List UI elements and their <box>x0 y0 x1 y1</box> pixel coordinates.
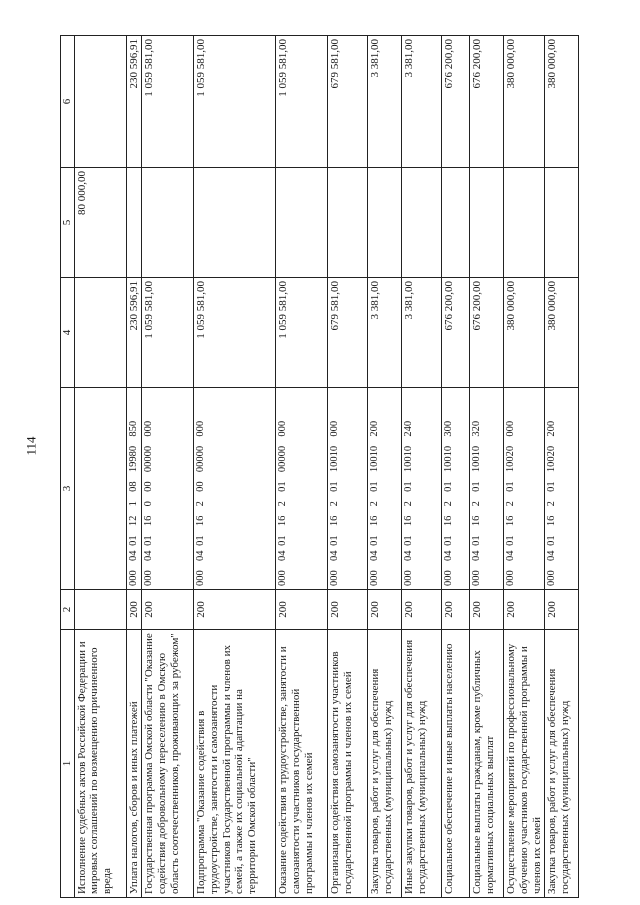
table-row <box>276 36 328 898</box>
row-col4: 3 381,00 <box>368 278 402 388</box>
table-row <box>402 36 442 898</box>
row-col6: 230 596,91 <box>126 36 142 168</box>
row-name: Государственная программа Омской области "Оказание содействия добровольному переселению в Омскую область соотечественников, проживающих за рубежом" <box>142 630 194 898</box>
row-code: 200 <box>442 590 470 630</box>
row-col6 <box>74 36 126 168</box>
row-classification: 000 04 01 16 2 01 10010 300 <box>442 388 470 590</box>
row-col5 <box>142 168 194 278</box>
row-classification <box>74 388 126 590</box>
table-row <box>328 36 368 898</box>
row-col6: 676 200,00 <box>470 36 504 168</box>
row-col6: 380 000,00 <box>545 36 579 168</box>
header-col-3: 3 <box>61 388 75 590</box>
row-code: 200 <box>470 590 504 630</box>
row-code: 200 <box>142 590 194 630</box>
header-col-4: 4 <box>61 278 75 388</box>
row-col4: 3 381,00 <box>402 278 442 388</box>
row-name: Закупка товаров, работ и услуг для обеспечения государственных (муниципальных) нужд <box>368 630 402 898</box>
row-classification: 000 04 01 16 2 01 10010 000 <box>328 388 368 590</box>
row-col5 <box>126 168 142 278</box>
row-name: Оказание содействия в трудоустройстве, занятости и самозанятости участников государственной программы и членов их семей <box>276 630 328 898</box>
row-name: Исполнение судебных актов Российской Федерации и мировых соглашений по возмещению причиненного вреда <box>74 630 126 898</box>
table-row <box>74 36 126 898</box>
page-number: 114 <box>23 436 39 456</box>
budget-table <box>60 35 579 898</box>
row-name: Уплата налогов, сборов и иных платежей <box>126 630 142 898</box>
row-code: 200 <box>126 590 142 630</box>
row-col5 <box>545 168 579 278</box>
row-col4: 380 000,00 <box>504 278 545 388</box>
row-col4: 676 200,00 <box>442 278 470 388</box>
row-col4: 679 581,00 <box>328 278 368 388</box>
row-col5 <box>368 168 402 278</box>
table-row <box>142 36 194 898</box>
row-col5 <box>402 168 442 278</box>
header-col-6: 6 <box>61 36 75 168</box>
row-col4: 230 596,91 <box>126 278 142 388</box>
table-row <box>504 36 545 898</box>
row-col6: 1 059 581,00 <box>276 36 328 168</box>
row-col6: 1 059 581,00 <box>194 36 276 168</box>
row-classification: 000 04 01 16 2 01 10020 200 <box>545 388 579 590</box>
row-classification: 000 04 01 16 0 00 00000 000 <box>142 388 194 590</box>
row-code: 200 <box>545 590 579 630</box>
row-code: 200 <box>402 590 442 630</box>
row-name: Закупка товаров, работ и услуг для обеспечения государственных (муниципальных) нужд <box>545 630 579 898</box>
row-col6: 676 200,00 <box>442 36 470 168</box>
row-code: 200 <box>276 590 328 630</box>
header-col-2: 2 <box>61 590 75 630</box>
row-col5 <box>276 168 328 278</box>
row-col4: 1 059 581,00 <box>142 278 194 388</box>
row-col5 <box>194 168 276 278</box>
row-code: 200 <box>504 590 545 630</box>
row-col5 <box>328 168 368 278</box>
row-classification: 000 04 01 12 1 08 19980 850 <box>126 388 142 590</box>
row-code: 200 <box>194 590 276 630</box>
row-classification: 000 04 01 16 2 00 00000 000 <box>194 388 276 590</box>
row-col6: 3 381,00 <box>402 36 442 168</box>
row-col4: 380 000,00 <box>545 278 579 388</box>
row-col4: 1 059 581,00 <box>276 278 328 388</box>
row-classification: 000 04 01 16 2 01 10010 320 <box>470 388 504 590</box>
row-code: 200 <box>328 590 368 630</box>
rotated-table-container <box>60 36 600 898</box>
row-col6: 3 381,00 <box>368 36 402 168</box>
row-name: Подпрограмма "Оказание содействия в трудоустройстве, занятости и самозанятости участников Государственной программы и членов их семей, а также их социальной адаптации на территории Омской области" <box>194 630 276 898</box>
row-name: Организация содействия самозанятости участников государственной программы и членов их семей <box>328 630 368 898</box>
row-classification: 000 04 01 16 2 01 00000 000 <box>276 388 328 590</box>
row-col4 <box>74 278 126 388</box>
table-row <box>442 36 470 898</box>
header-row <box>61 36 75 898</box>
row-name: Осуществление мероприятий по профессиональному обучению участников государственной программы и членов их семей <box>504 630 545 898</box>
row-col4: 676 200,00 <box>470 278 504 388</box>
row-classification: 000 04 01 16 2 01 10020 000 <box>504 388 545 590</box>
table-row <box>545 36 579 898</box>
row-col6: 679 581,00 <box>328 36 368 168</box>
header-col-5: 5 <box>61 168 75 278</box>
row-col5: 80 000,00 <box>74 168 126 278</box>
table-row <box>126 36 142 898</box>
row-col4: 1 059 581,00 <box>194 278 276 388</box>
row-col6: 380 000,00 <box>504 36 545 168</box>
table-row <box>368 36 402 898</box>
row-col5 <box>504 168 545 278</box>
row-col5 <box>442 168 470 278</box>
table-row <box>194 36 276 898</box>
row-col5 <box>470 168 504 278</box>
row-name: Иные закупки товаров, работ и услуг для обеспечения государственных (муниципальных) нужд <box>402 630 442 898</box>
row-code: 200 <box>368 590 402 630</box>
table-row <box>470 36 504 898</box>
row-col6: 1 059 581,00 <box>142 36 194 168</box>
row-name: Социальные выплаты гражданам, кроме публичных нормативных социальных выплат <box>470 630 504 898</box>
row-classification: 000 04 01 16 2 01 10010 240 <box>402 388 442 590</box>
header-col-1: 1 <box>61 630 75 898</box>
row-classification: 000 04 01 16 2 01 10010 200 <box>368 388 402 590</box>
row-name: Социальное обеспечение и иные выплаты населению <box>442 630 470 898</box>
row-code <box>74 590 126 630</box>
